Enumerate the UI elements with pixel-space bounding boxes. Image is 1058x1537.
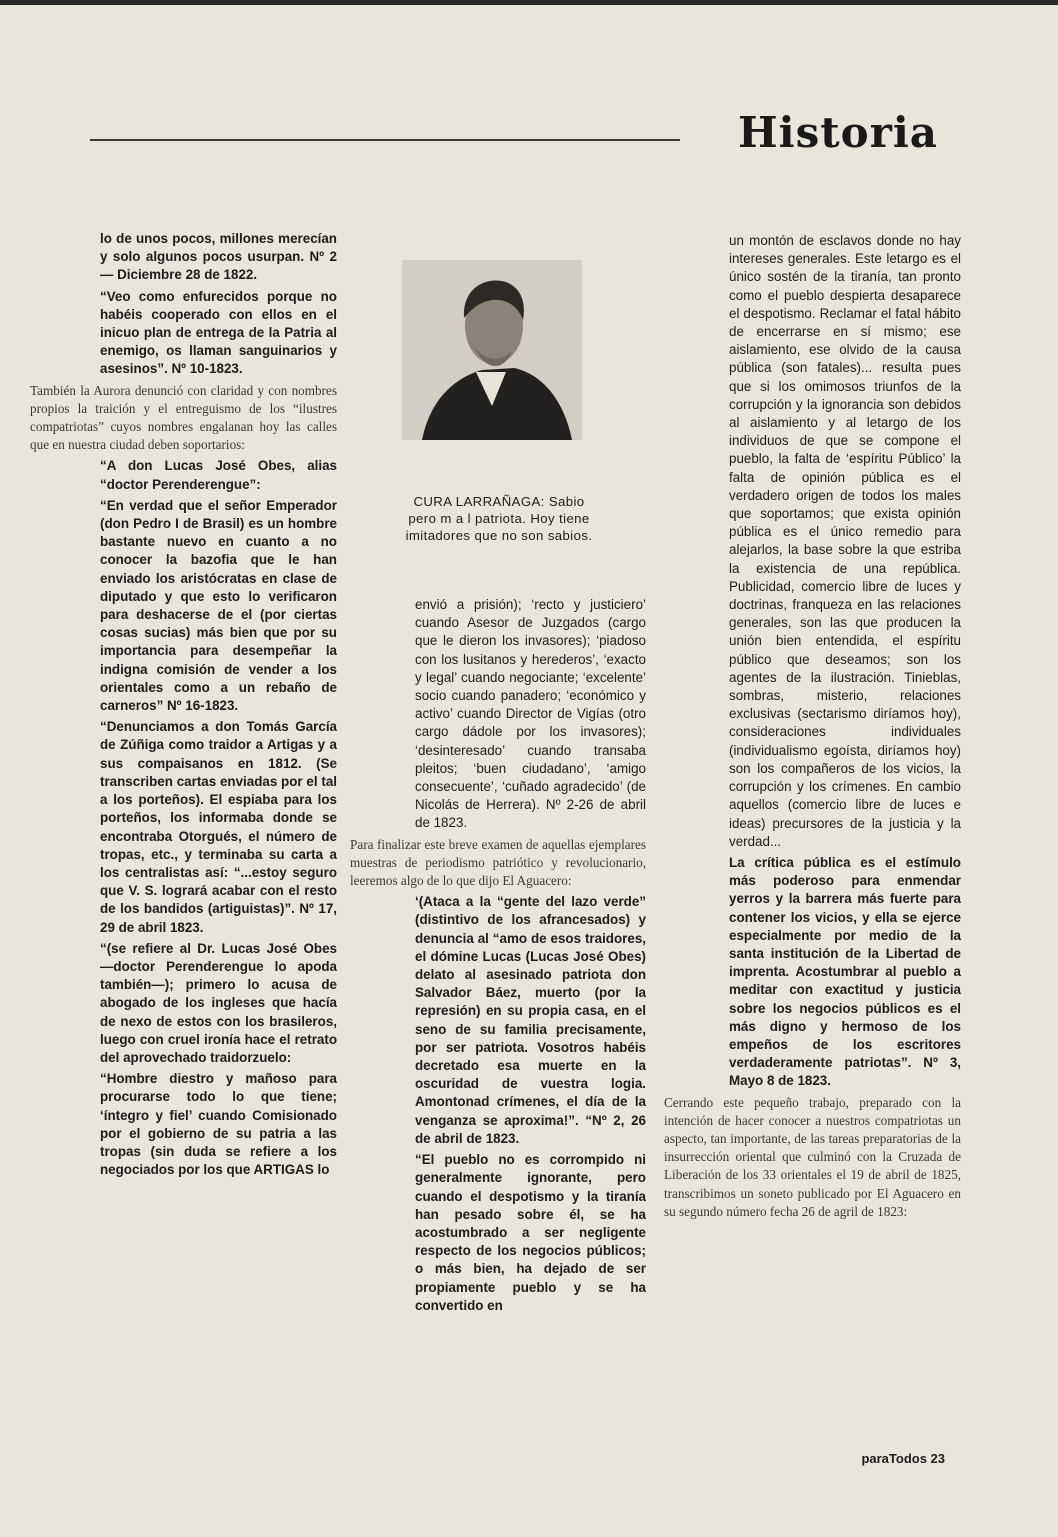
portrait-photo (402, 260, 582, 440)
paragraph: “A don Lucas José Obes, alias “doctor Perenderengue”: (100, 458, 337, 492)
paragraph: “En verdad que el señor Emperador (don Pedro I de Brasil) es un hombre bastante nuevo en cuanto a no conocer la bazofia que le han enviado los aristócratas en clase de diputado y que esto lo verificaron para deshacerse de el (por ciertas cosas sucias) más bien que por su importancia para desempeñar la indigna comisión de vender a los orientales como a un rebaño de carneros” Nº 16-1823. (100, 497, 337, 714)
photo-caption: CURA LARRAÑAGA: Sabio pero m a l patriota. Hoy tiene imitadores que no son sabios. (405, 494, 593, 543)
paragraph: “(se refiere al Dr. Lucas José Obes —doctor Perenderengue lo apoda también—); primero lo acusa de abogado de los ingleses que hacía de nexo de estos con los brasileros, luego con cruel ironía hace el retrato del aprovechado traidorzuelo: (100, 940, 337, 1065)
paragraph: ‘(Ataca a la “gente del lazo verde” (distintivo de los afrancesados) y denuncia al “amo de esos traidores, el dómine Lucas (Lucas José Obes) delato al asesinado patriota don Salvador Báez, muerto (por la represión) en su propia casa, en el seno de su familia precisamente, por ser patriota. Vosotros habéis decretado esa muerte en la oscuridad de vuestra logia. Amontonad crímenes, el día de la venganza se aproxima!”. “Nº 2, 26 de abril de 1823. (415, 894, 646, 1146)
paragraph: Para finalizar este breve examen de aquellas ejemplares muestras de periodismo patriótico y revolucionario, leeremos algo de lo que dijo El Aguacero: (350, 836, 646, 889)
paragraph: También la Aurora denunció con claridad y con nombres propios la traición y el entreguismo de los “ilustres compatriotas” cuyos nombres engalanan hoy las calles que en nuestra ciudad deben soportarios: (30, 382, 337, 453)
column-1 (30, 230, 337, 1182)
paragraph: “Veo como enfurecidos porque no habéis cooperado con ellos en el inicuo plan de entrega de la Patria al enemigo, os llaman sanguinarios y asesinos”. Nº 10-1823. (100, 288, 337, 377)
paragraph: “El pueblo no es corrompido ni generalmente ignorante, pero cuando el despotismo y la tiranía han pesado sobre él, se ha acostumbrado a ser negligente respecto de los negocios públicos; o más bien, ha dejado de ser propiamente pueblo y se ha convertido en (415, 1152, 646, 1313)
paragraph: La crítica pública es el estímulo más poderoso para enmendar yerros y la barrera más fuerte para contener los vicios, y ella se ejerce especialmente por medio de la santa institución de la Libertad de imprenta. Acostumbrar al pueblo a meditar con exactitud y justicia sobre los negocios públicos es el más digno y hermoso de los empeños de los escritores verdaderamente patriotas”. Nº 3, Mayo 8 de 1823. (729, 854, 961, 1089)
paragraph: envió a prisión); ‘recto y justiciero’ cuando Asesor de Juzgados (cargo que le dieron los invasores); ‘piadoso con los lusitanos y herederos’, ‘exacto y legal’ cuando negociante; ‘excelente’ socio cuando panadero; ‘económico y activo’ cuando Director de Vigías (otro cargo dádole por los invasores); ‘desinteresado’ cuando transaba pleitos; ‘buen ciudadano’, ‘amigo consecuente’, ‘cuñado agradecido’ (de Nicolás de Herrera). Nº 2-26 de abril de 1823. (415, 597, 646, 831)
paragraph: “Denunciamos a don Tomás García de Zúñiga como traidor a Artigas y a sus compaisanos en 1812. (Se transcriben cartas enviadas por el tal a los porteños). El espiaba para los porteños, los informaba donde se encontraba Otorgués, el número de tropas, etc., y terminaba su carta a los centralistas así: “...estoy seguro que V. S. logrará acabar con el resto de los bandidos (artiguistas)”. Nº 17, 29 de abril 1823. (100, 719, 337, 935)
column-2 (350, 596, 646, 1318)
paragraph: un montón de esclavos donde no hay intereses generales. Este letargo es el único sostén de la tiranía, tan pronto como el pueblo despierta desaparece el despotismo. Reclamar el fatal hábito de encerrarse en sí mismo; ese aislamiento, ese olvido de la causa pública (son fatales)... resulta pues que si los omimosos triunfos de la corrupción y la ignorancia son debidos al aislamiento y al letargo de los individuos de que se compone el pueblo, la falta de ‘espíritu Público’ la falta de opinión pública es el verdadero origen de todos los males que soportamos; que exista opinión pública es el único remedio para alejarlos, la base sobre la que estriba la existencia de una república. Publicidad, comercio libre de luces y doctrinas, franqueza en las relaciones generales, son las que producen la unión bien entendida, el espíritu público que deseamos; son los agentes de la ilustración. Tinieblas, sombras, misterio, relaciones exclusivas (sectarismo diríamos hoy), consideraciones individuales (individualismo egoísta, diríamos hoy) son los compañeros de los vicios, la corrupción y los crímenes. En cambio aquellos (comercio libre de luces e ideas) precursores de la justicia y la verdad... (729, 233, 961, 849)
page-footer: paraTodos 23 (861, 1451, 945, 1466)
section-title: Historia (738, 108, 938, 157)
paragraph: lo de unos pocos, millones merecían y solo algunos pocos usurpan. Nº 2 — Diciembre 28 de 1822. (100, 231, 337, 283)
paragraph: Cerrando este pequeño trabajo, preparado con la intención de hacer conocer a nuestros compatriotas un aspecto, tan importante, de las tareas preparatorias de la insurrección oriental que culminó con la Cruzada de Liberación de los 33 orientales el 19 de abril de 1825, transcribimos un soneto publicado por El Aguacero en su segundo número fecha 26 de agril de 1823: (664, 1094, 961, 1219)
header-rule (90, 139, 680, 141)
paragraph: “Hombre diestro y mañoso para procurarse todo lo que tiene; ‘íntegro y fiel’ cuando Comisionado por el gobierno de su patria a las tropas (sin duda se refiere a los negociados por los que ARTIGAS lo (100, 1071, 337, 1178)
column-3 (664, 232, 961, 1224)
portrait-figure-icon (402, 260, 582, 440)
top-border (0, 0, 1058, 5)
